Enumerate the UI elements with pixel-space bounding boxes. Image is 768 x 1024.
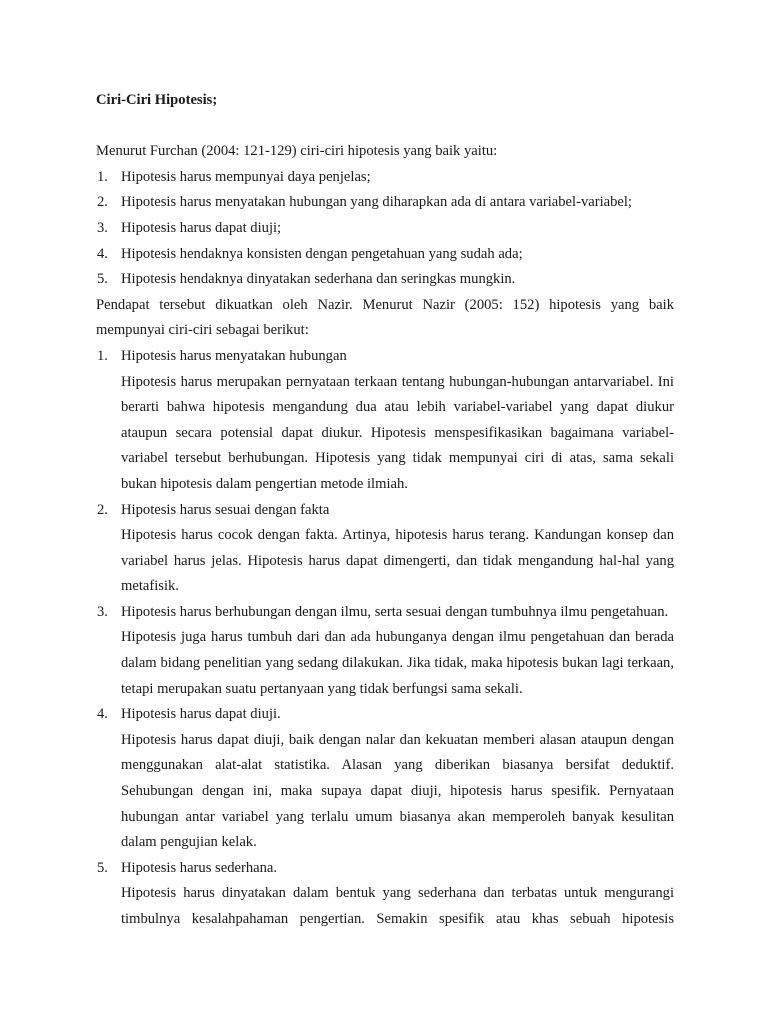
item-description: Hipotesis juga harus tumbuh dari dan ada hubunganya dengan ilmu pengetahuan dan berada dalam bidang penelitian yang sedang dilakukan. Jika tidak, maka hipotesis bukan lagi terkaan, tetapi merupakan suatu pertanyaan yang tidak berfungsi sama sekali.: [121, 629, 674, 697]
blank-line: [96, 114, 674, 140]
item-description: Hipotesis harus dinyatakan dalam bentuk yang sederhana dan terbatas untuk mengurangi timbulnya kesalahpahaman pengertian. Semakin spesifik atau khas sebuah hipotesis: [121, 885, 674, 927]
list-item: [96, 242, 674, 268]
item-heading: Hipotesis harus sederhana.: [121, 859, 278, 876]
section-title: Ciri-Ciri Hipotesis;: [96, 92, 218, 108]
item-number: 5.: [97, 859, 108, 876]
item-number: 4.: [97, 706, 108, 723]
item-number: 5.: [97, 271, 108, 288]
furchan-list: [96, 165, 674, 293]
item-text: Hipotesis hendaknya dinyatakan sederhana dan seringkas mungkin.: [121, 271, 516, 288]
item-heading: Hipotesis harus dapat diuji.: [121, 706, 281, 723]
item-description: Hipotesis harus merupakan pernyataan terkaan tentang hubungan-hubungan antarvariabel. Ini berarti bahwa hipotesis mengandung dua atau lebih variabel-variabel yang dapat diukur ataupun secara potensial dapat diukur. Hipotesis menspesifikasikan bagaimana variabel-variabel tersebut berhubungan. Hipotesis yang tidak mempunyai ciri di atas, sama sekali bukan hipotesis dalam pengertian metode ilmiah.: [121, 373, 674, 492]
list-item: [96, 600, 674, 702]
list-item: [96, 267, 674, 293]
item-text: Hipotesis harus menyatakan hubungan yang diharapkan ada di antara variabel-variabel;: [121, 194, 632, 211]
list-item: [96, 702, 674, 856]
intro-nazir: Pendapat tersebut dikuatkan oleh Nazir. Menurut Nazir (2005: 152) hipotesis yang baik mempunyai ciri-ciri sebagai berikut:: [96, 296, 674, 339]
item-number: 3.: [97, 603, 108, 620]
list-item: [96, 165, 674, 191]
item-text: Hipotesis harus mempunyai daya penjelas;: [121, 168, 371, 185]
item-heading: Hipotesis harus menyatakan hubungan: [121, 347, 347, 364]
document-body: [96, 88, 674, 933]
item-text: Hipotesis harus dapat diuji;: [121, 219, 282, 236]
item-heading: Hipotesis harus sesuai dengan fakta: [121, 501, 330, 518]
item-number: 4.: [97, 245, 108, 262]
item-number: 2.: [97, 194, 108, 211]
list-item: [96, 856, 674, 933]
item-text: Hipotesis hendaknya konsisten dengan pengetahuan yang sudah ada;: [121, 245, 523, 262]
list-item: [96, 344, 674, 498]
nazir-list: [96, 344, 674, 933]
item-heading: Hipotesis harus berhubungan dengan ilmu, serta sesuai dengan tumbuhnya ilmu pengetahuan.: [121, 603, 669, 620]
item-number: 1.: [97, 347, 108, 364]
item-description: Hipotesis harus dapat diuji, baik dengan nalar dan kekuatan memberi alasan ataupun dengan menggunakan alat-alat statistika. Alasan yang diberikan biasanya bersifat deduktif. Sehubungan dengan ini, maka supaya dapat diuji, hipotesis harus spesifik. Pernyataan hubungan antar variabel yang terlalu umum biasanya akan memperoleh banyak kesulitan dalam pengujian kelak.: [121, 731, 674, 851]
list-item: [96, 190, 674, 216]
item-description: Hipotesis harus cocok dengan fakta. Artinya, hipotesis harus terang. Kandungan konsep dan variabel harus jelas. Hipotesis harus dapat dimengerti, dan tidak mengandung hal-hal yang metafisik.: [121, 527, 674, 595]
item-number: 3.: [97, 219, 108, 236]
item-number: 1.: [97, 168, 108, 185]
intro-furchan: Menurut Furchan (2004: 121-129) ciri-ciri hipotesis yang baik yaitu:: [96, 143, 498, 160]
item-number: 2.: [97, 501, 108, 518]
list-item: [96, 498, 674, 600]
list-item: [96, 216, 674, 242]
